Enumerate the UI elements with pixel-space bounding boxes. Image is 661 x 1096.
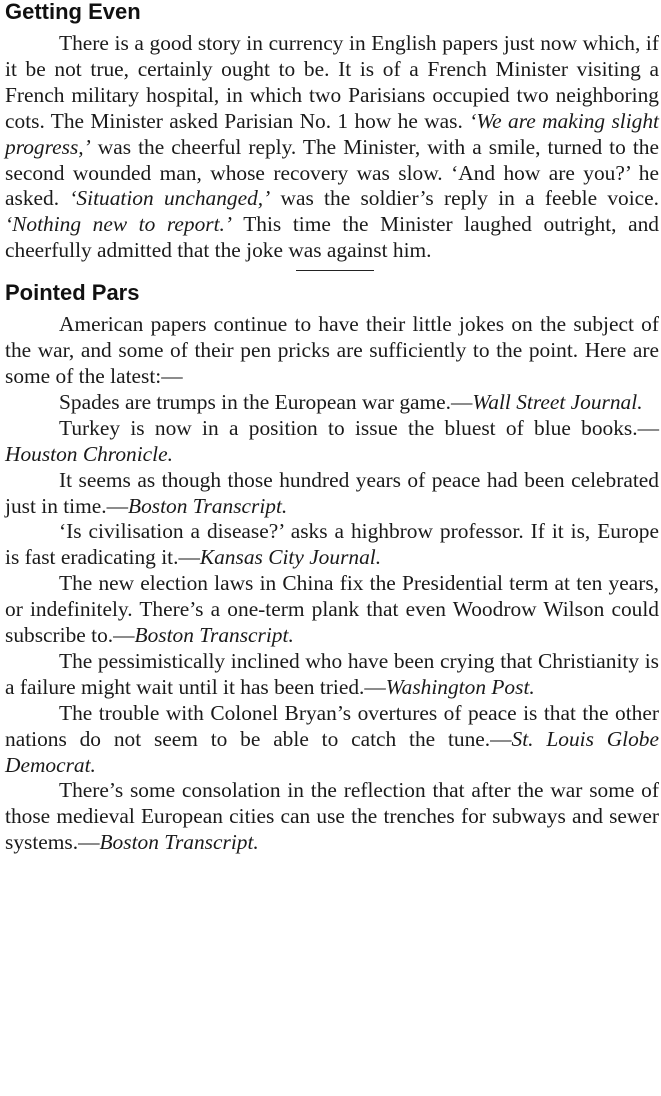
story-text: was the soldier’s reply in a feeble voice. <box>270 186 660 211</box>
quip-text: It seems as though those hundred years of peace had been celebrated just in time.— <box>5 467 659 518</box>
section-divider <box>296 270 374 271</box>
quip-item <box>5 416 659 468</box>
article-heading-pointed-pars: Pointed Pars <box>5 280 140 306</box>
quip-text: The new election laws in China fix the Presidential term at ten years, or indefinitely. There’s a one-term plank that even Woodrow Wilson could subscribe to.— <box>5 571 659 648</box>
story-text: was the cheerful reply. The Minister, with a smile, turned to the second wounded man, whose recovery was slow. ‘And how are you?’ he asked. <box>5 134 659 211</box>
quip-item <box>5 778 659 856</box>
story-paragraph <box>5 31 659 264</box>
quip-item <box>5 701 659 779</box>
quip-item <box>5 571 659 649</box>
quip-text: The pessimistically inclined who have been crying that Christianity is a failure might wait until it has been tried.— <box>5 648 659 699</box>
story-text: There is a good story in currency in English papers just now which, if it be not true, certainly ought to be. It is of a French Minister visiting a French military hospital, in which two Parisians occupied two neighboring cots. The Minister asked Parisian No. 1 how he was. <box>5 31 659 133</box>
quip-source: St. Louis Globe Democrat. <box>5 726 659 777</box>
quip-source: Washington Post. <box>385 674 535 699</box>
quip-text: There’s some consolation in the reflection that after the war some of those medieval European cities can use the trenches for subways and sewer systems.— <box>5 778 659 855</box>
quoted-reply: ‘Nothing new to report.’ <box>5 212 233 237</box>
intro-paragraph: American papers continue to have their little jokes on the subject of the war, and some of their pen pricks are sufficiently to the point. Here are some of the latest:— <box>5 312 659 388</box>
quip-source: Wall Street Journal. <box>472 389 643 414</box>
quip-text: Turkey is now in a position to issue the bluest of blue books.— <box>59 415 659 440</box>
quip-source: Boston Transcript. <box>128 493 288 518</box>
quip-text: Spades are trumps in the European war game.— <box>59 389 473 414</box>
quoted-reply: ‘We are making slight progress,’ <box>5 108 659 159</box>
quip-text: The trouble with Colonel Bryan’s overtures of peace is that the other nations do not seem to be able to catch the tune.— <box>5 700 659 751</box>
story-text: This time the Minister laughed outright, and cheerfully admitted that the joke was against him. <box>5 212 659 263</box>
quip-source: Boston Transcript. <box>134 623 294 648</box>
quip-source: Boston Transcript. <box>99 830 259 855</box>
article-heading-getting-even: Getting Even <box>5 0 141 24</box>
quip-source: Houston Chronicle. <box>5 441 173 466</box>
quip-item <box>5 390 659 416</box>
quip-list <box>5 390 659 856</box>
quip-source: Kansas City Journal. <box>199 545 382 570</box>
quip-item <box>5 519 659 571</box>
quip-item <box>5 649 659 701</box>
quip-item <box>5 468 659 520</box>
quoted-reply: ‘Situation unchanged,’ <box>69 186 271 211</box>
quip-text: ‘Is civilisation a disease?’ asks a highbrow professor. If it is, Europe is fast eradicating it.— <box>5 519 659 570</box>
